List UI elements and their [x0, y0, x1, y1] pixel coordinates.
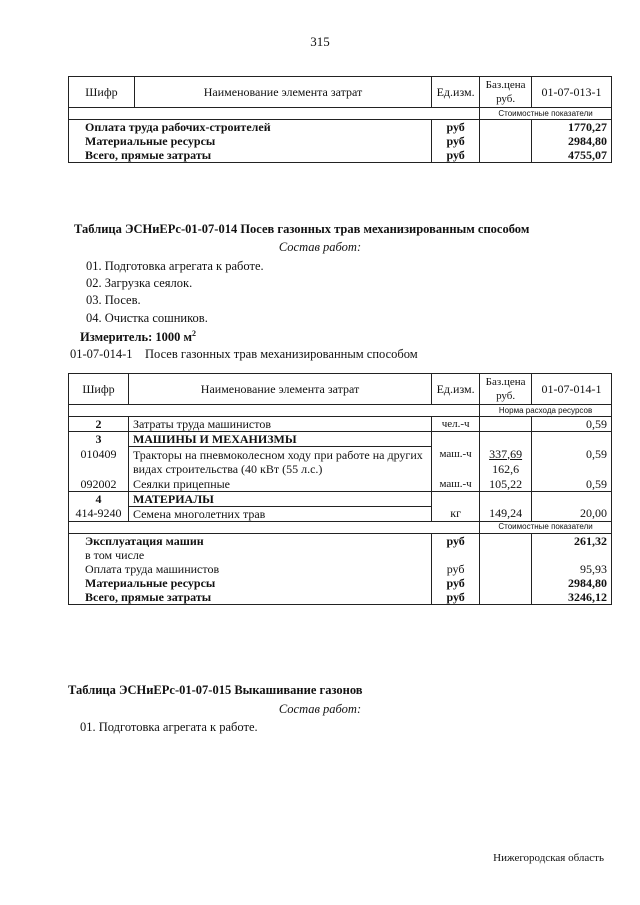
- row-code: 010409: [69, 447, 129, 477]
- norm-label: Норма расхода ресурсов: [480, 405, 612, 417]
- cost-row-value: 2984,80: [532, 576, 612, 590]
- cost-row-value: 95,93: [532, 562, 612, 576]
- cost-row-value: 261,32: [532, 533, 612, 548]
- work-step: 03. Посев.: [86, 293, 141, 307]
- cost-row-note: в том числе: [69, 548, 432, 562]
- header-item-code: 01-07-014-1: [532, 374, 612, 405]
- row-value: 0,59: [532, 477, 612, 492]
- meter-text: Измеритель: 1000 м: [80, 330, 193, 345]
- row-price: 149,24: [480, 506, 532, 521]
- row-value: 0,59: [532, 417, 612, 432]
- work-step: 01. Подготовка агрегата к работе.: [80, 720, 258, 734]
- header-unit: Ед.изм.: [432, 374, 480, 405]
- row-unit: маш.-ч: [432, 447, 480, 477]
- row-code: 2: [69, 417, 129, 432]
- cost-row-value: 1770,27: [532, 120, 612, 135]
- footer-region: Нижегородская область: [493, 852, 604, 864]
- header-name: Наименование элемента затрат: [128, 374, 431, 405]
- header-item-code: 01-07-013-1: [532, 77, 612, 108]
- row-price: 162,6: [492, 461, 520, 476]
- header-price: Баз.цена руб.: [480, 77, 532, 108]
- cost-row-unit: руб: [432, 533, 480, 548]
- row-code: 092002: [69, 477, 129, 492]
- row-unit: маш.-ч: [432, 477, 480, 492]
- cost-row-unit: руб: [432, 562, 480, 576]
- row-unit: кг: [432, 506, 480, 521]
- cost-row-name: Материальные ресурсы: [69, 576, 432, 590]
- row-code: 414-9240: [69, 506, 129, 521]
- cost-row-value: 3246,12: [532, 590, 612, 605]
- cost-row-name: Всего, прямые затраты: [69, 590, 432, 605]
- cost-row-value: 2984,80: [532, 134, 612, 148]
- cost-row-value: 4755,07: [532, 148, 612, 163]
- row-name: Затраты труда машинистов: [128, 417, 431, 432]
- work-step: 04. Очистка сошников.: [86, 311, 208, 325]
- item-line: 01-07-014-1 Посев газонных трав механизированным способом: [70, 347, 418, 361]
- cost-row-unit: руб: [432, 148, 480, 163]
- work-step: 02. Загрузка сеялок.: [86, 276, 193, 290]
- cost-row-name: Эксплуатация машин: [69, 533, 432, 548]
- cost-row-name: Оплата труда машинистов: [69, 562, 432, 576]
- row-value: 20,00: [532, 506, 612, 521]
- cost-row-name: Материальные ресурсы: [69, 134, 432, 148]
- cost-row-unit: руб: [432, 120, 480, 135]
- table-014-title: Таблица ЭСНиЕРс-01-07-014 Посев газонных трав механизированным способом: [74, 222, 530, 236]
- meter-label: [80, 329, 196, 345]
- composition-label: Состав работ:: [278, 702, 362, 716]
- row-price: 105,22: [480, 477, 532, 492]
- work-step: 01. Подготовка агрегата к работе.: [86, 259, 264, 273]
- section-heading: МАТЕРИАЛЫ: [128, 491, 431, 506]
- row-price: 337,69: [489, 446, 523, 461]
- row-name: Сеялки прицепные: [128, 477, 431, 492]
- section-heading: МАШИНЫ И МЕХАНИЗМЫ: [128, 432, 431, 447]
- cost-row-unit: руб: [432, 134, 480, 148]
- row-name: Семена многолетних трав: [128, 506, 431, 521]
- row-name: Тракторы на пневмоколесном ходу при работе на других видах строительства (40 кВт (55 л.с.): [128, 447, 431, 477]
- cost-table-013: [68, 76, 612, 163]
- meter-sup: 2: [192, 329, 197, 338]
- row-unit: чел.-ч: [432, 417, 480, 432]
- row-value: 0,59: [532, 447, 612, 477]
- table-015-title: Таблица ЭСНиЕРс-01-07-015 Выкашивание газонов: [68, 683, 363, 697]
- header-code: Шифр: [69, 374, 129, 405]
- row-code: 3: [69, 432, 129, 447]
- composition-label: Состав работ:: [278, 240, 362, 254]
- section-label: Стоимостные показатели: [480, 108, 612, 120]
- cost-row-unit: руб: [432, 576, 480, 590]
- header-price: Баз.цена руб.: [480, 374, 532, 405]
- header-name: Наименование элемента затрат: [134, 77, 431, 108]
- header-unit: Ед.изм.: [432, 77, 480, 108]
- page-number: 315: [310, 34, 330, 49]
- header-code: Шифр: [69, 77, 135, 108]
- cost-row-name: Всего, прямые затраты: [69, 148, 432, 163]
- row-code: 4: [69, 491, 129, 506]
- cost-row-name: Оплата труда рабочих-строителей: [69, 120, 432, 135]
- cost-row-unit: руб: [432, 590, 480, 605]
- resource-table-014: [68, 373, 612, 605]
- cost-label: Стоимостные показатели: [480, 521, 612, 533]
